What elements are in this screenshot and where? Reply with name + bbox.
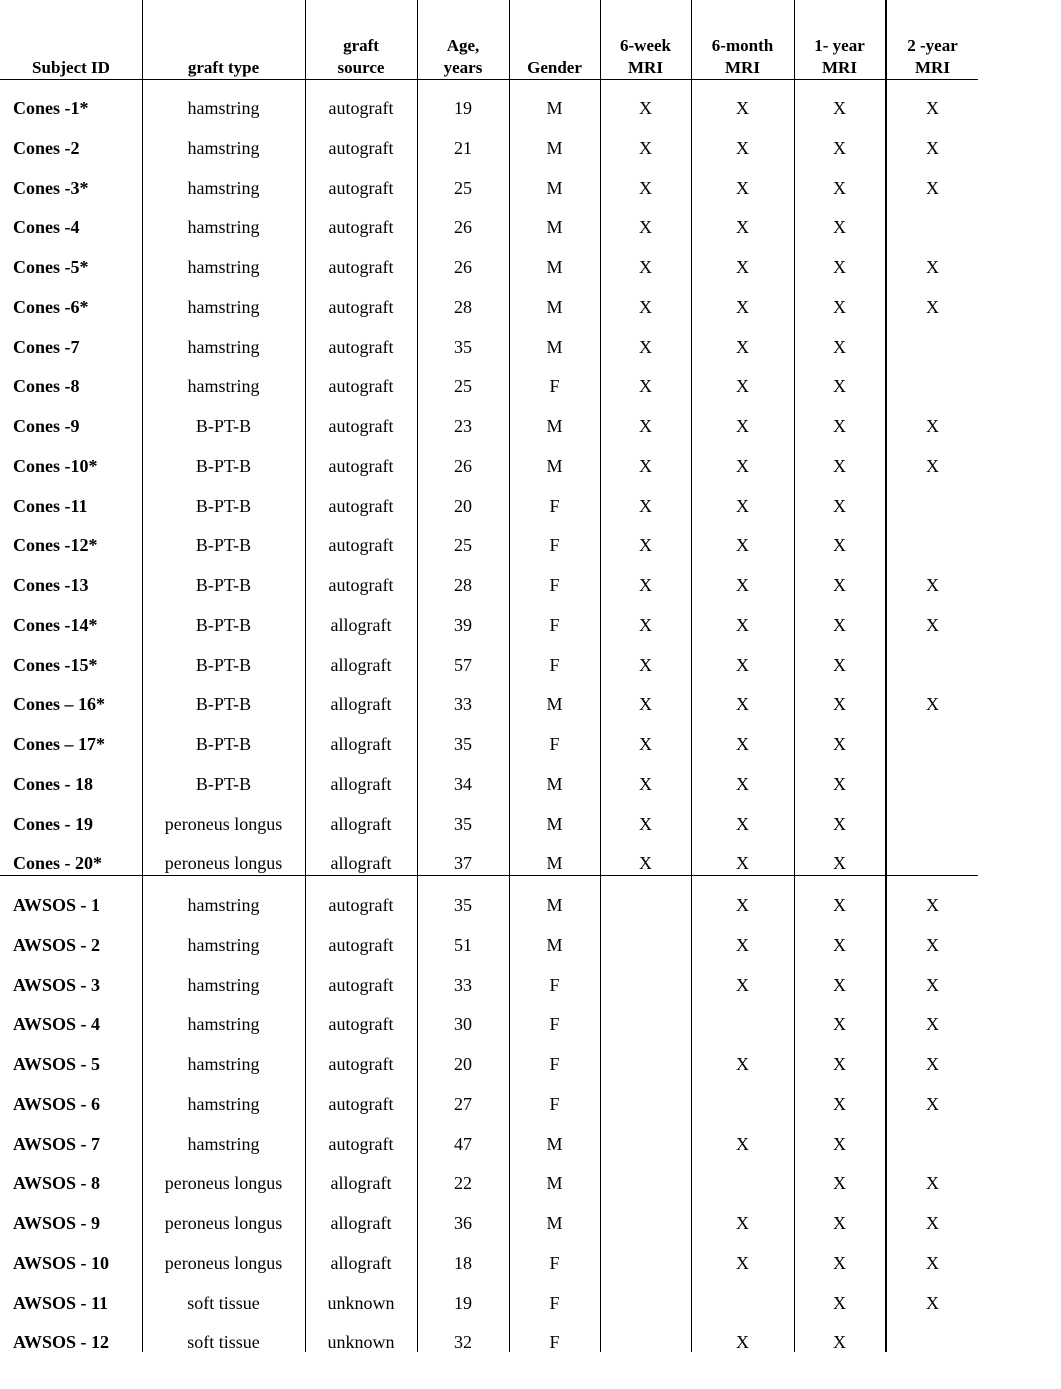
header-graft-type: graft type <box>187 58 260 77</box>
mri-6week-cell: X <box>639 217 652 237</box>
gender-cell: F <box>549 615 560 635</box>
mri-6month-cell: X <box>736 496 749 516</box>
graft-type-cell: hamstring <box>187 178 260 198</box>
subject-id-cell: AWSOS - 4 <box>13 1014 101 1034</box>
graft-type-cell: hamstring <box>187 138 260 158</box>
graft-type-cell: B-PT-B <box>195 575 252 595</box>
mri-6month-cell: X <box>736 975 749 995</box>
gender-cell: M <box>546 456 563 476</box>
graft-type-cell: B-PT-B <box>195 416 252 436</box>
gender-cell: F <box>549 1293 560 1313</box>
mri-1year-cell: X <box>833 814 846 834</box>
header-6month-mri: 6-month MRI <box>711 36 774 77</box>
mri-2year-cell: X <box>926 416 939 436</box>
mri-6week-cell: X <box>639 814 652 834</box>
subject-id-cell: Cones - 18 <box>13 774 93 794</box>
age-cell: 25 <box>454 376 472 396</box>
mri-1year-cell: X <box>833 1332 846 1352</box>
mri-2year-cell: X <box>926 98 939 118</box>
age-cell: 30 <box>454 1014 472 1034</box>
age-cell: 35 <box>454 734 472 754</box>
mri-2year-cell: X <box>926 1253 939 1273</box>
subject-id-cell: Cones -14* <box>13 615 98 635</box>
gender-cell: M <box>546 257 563 277</box>
graft-type-cell: hamstring <box>187 376 260 396</box>
mri-6month-cell: X <box>736 655 749 675</box>
gender-cell: F <box>549 734 560 754</box>
mri-2year-cell: X <box>926 1094 939 1114</box>
graft-source-cell: autograft <box>328 575 394 595</box>
mri-1year-cell: X <box>833 337 846 357</box>
mri-1year-cell: X <box>833 975 846 995</box>
age-cell: 35 <box>454 814 472 834</box>
graft-source-cell: allograft <box>330 615 392 635</box>
mri-1year-cell: X <box>833 615 846 635</box>
gender-cell: M <box>546 774 563 794</box>
mri-1year-cell: X <box>833 257 846 277</box>
mri-1year-cell: X <box>833 935 846 955</box>
subject-id-cell: AWSOS - 10 <box>13 1253 110 1273</box>
age-cell: 20 <box>454 496 472 516</box>
mri-1year-cell: X <box>833 1173 846 1193</box>
mri-1year-cell: X <box>833 655 846 675</box>
mri-6month-cell: X <box>736 1134 749 1154</box>
age-cell: 39 <box>454 615 472 635</box>
header-6week-mri: 6-week MRI <box>620 36 671 77</box>
mri-6week-cell: X <box>639 734 652 754</box>
graft-type-cell: peroneus longus <box>164 814 283 834</box>
mri-1year-cell: X <box>833 178 846 198</box>
graft-source-cell: autograft <box>328 337 394 357</box>
mri-1year-cell: X <box>833 297 846 317</box>
graft-type-cell: hamstring <box>187 337 260 357</box>
graft-type-cell: B-PT-B <box>195 535 252 555</box>
graft-type-cell: hamstring <box>187 895 260 915</box>
subject-id-cell: Cones – 17* <box>13 734 106 754</box>
graft-type-cell: hamstring <box>187 257 260 277</box>
age-cell: 22 <box>454 1173 472 1193</box>
mri-6week-cell: X <box>639 694 652 714</box>
mri-6month-cell: X <box>736 535 749 555</box>
mri-1year-cell: X <box>833 1054 846 1074</box>
mri-6month-cell: X <box>736 615 749 635</box>
age-cell: 51 <box>454 935 472 955</box>
graft-type-cell: B-PT-B <box>195 734 252 754</box>
mri-6week-cell: X <box>639 496 652 516</box>
age-cell: 32 <box>454 1332 472 1352</box>
age-cell: 35 <box>454 895 472 915</box>
header-gender: Gender <box>527 58 582 77</box>
subject-id-cell: Cones -1* <box>13 98 89 118</box>
age-cell: 18 <box>454 1253 472 1273</box>
mri-2year-cell: X <box>926 1014 939 1034</box>
gender-cell: M <box>546 1134 563 1154</box>
graft-source-cell: autograft <box>328 217 394 237</box>
mri-6month-cell: X <box>736 694 749 714</box>
graft-type-cell: B-PT-B <box>195 655 252 675</box>
age-cell: 19 <box>454 98 472 118</box>
header-2year-mri: 2 -year MRI <box>907 36 958 77</box>
subject-id-cell: AWSOS - 11 <box>13 1293 109 1313</box>
mri-6month-cell: X <box>736 853 749 873</box>
graft-source-cell: autograft <box>328 138 394 158</box>
header-1year-mri: 1- year MRI <box>814 36 865 77</box>
header-age: Age, years <box>443 36 483 77</box>
gender-cell: M <box>546 337 563 357</box>
mri-6month-cell: X <box>736 257 749 277</box>
subject-id-cell: Cones -7 <box>13 337 80 357</box>
graft-type-cell: hamstring <box>187 975 260 995</box>
graft-source-cell: autograft <box>328 257 394 277</box>
age-cell: 57 <box>454 655 472 675</box>
subject-id-cell: Cones -4 <box>13 217 80 237</box>
mri-2year-cell: X <box>926 456 939 476</box>
graft-source-cell: autograft <box>328 535 394 555</box>
mri-6month-cell: X <box>736 935 749 955</box>
gender-cell: M <box>546 297 563 317</box>
graft-type-cell: B-PT-B <box>195 774 252 794</box>
graft-source-cell: autograft <box>328 935 394 955</box>
subject-id-cell: Cones -13 <box>13 575 89 595</box>
graft-source-cell: allograft <box>330 734 392 754</box>
mri-6month-cell: X <box>736 814 749 834</box>
graft-source-cell: allograft <box>330 853 392 873</box>
graft-type-cell: peroneus longus <box>164 1213 283 1233</box>
gender-cell: M <box>546 814 563 834</box>
mri-1year-cell: X <box>833 98 846 118</box>
mri-6month-cell: X <box>736 376 749 396</box>
mri-1year-cell: X <box>833 1213 846 1233</box>
header-subject-id: Subject ID <box>32 58 110 77</box>
graft-type-cell: peroneus longus <box>164 853 283 873</box>
graft-source-cell: autograft <box>328 895 394 915</box>
mri-1year-cell: X <box>833 1014 846 1034</box>
subject-id-cell: AWSOS - 7 <box>13 1134 101 1154</box>
mri-6month-cell: X <box>736 575 749 595</box>
mri-2year-cell: X <box>926 138 939 158</box>
age-cell: 28 <box>454 297 472 317</box>
mri-6month-cell: X <box>736 416 749 436</box>
mri-1year-cell: X <box>833 895 846 915</box>
mri-6month-cell: X <box>736 98 749 118</box>
mri-6month-cell: X <box>736 217 749 237</box>
mri-1year-cell: X <box>833 1094 846 1114</box>
mri-6week-cell: X <box>639 853 652 873</box>
mri-6week-cell: X <box>639 178 652 198</box>
mri-6month-cell: X <box>736 774 749 794</box>
subject-id-cell: Cones -6* <box>13 297 89 317</box>
graft-source-cell: autograft <box>328 1094 394 1114</box>
mri-2year-cell: X <box>926 178 939 198</box>
mri-6month-cell: X <box>736 895 749 915</box>
gender-cell: F <box>549 575 560 595</box>
mri-2year-cell: X <box>926 935 939 955</box>
subject-id-cell: AWSOS - 8 <box>13 1173 101 1193</box>
mri-2year-cell: X <box>926 575 939 595</box>
gender-cell: M <box>546 935 563 955</box>
graft-source-cell: autograft <box>328 416 394 436</box>
group-separator-rule <box>0 875 978 876</box>
mri-6week-cell: X <box>639 138 652 158</box>
gender-cell: M <box>546 98 563 118</box>
mri-1year-cell: X <box>833 734 846 754</box>
subject-id-cell: Cones -10* <box>13 456 98 476</box>
gender-cell: M <box>546 1213 563 1233</box>
age-cell: 34 <box>454 774 472 794</box>
mri-2year-cell: X <box>926 297 939 317</box>
mri-6month-cell: X <box>736 1332 749 1352</box>
subject-id-cell: AWSOS - 2 <box>13 935 101 955</box>
mri-6month-cell: X <box>736 337 749 357</box>
mri-2year-cell: X <box>926 615 939 635</box>
subject-id-cell: Cones -5* <box>13 257 89 277</box>
mri-6month-cell: X <box>736 297 749 317</box>
age-cell: 35 <box>454 337 472 357</box>
graft-source-cell: allograft <box>330 694 392 714</box>
subject-id-cell: AWSOS - 1 <box>13 895 101 915</box>
gender-cell: F <box>549 535 560 555</box>
mri-6week-cell: X <box>639 337 652 357</box>
graft-source-cell: allograft <box>330 814 392 834</box>
age-cell: 37 <box>454 853 472 873</box>
gender-cell: M <box>546 217 563 237</box>
mri-2year-cell: X <box>926 895 939 915</box>
subject-id-cell: AWSOS - 3 <box>13 975 101 995</box>
gender-cell: M <box>546 138 563 158</box>
graft-type-cell: hamstring <box>187 1134 260 1154</box>
age-cell: 26 <box>454 217 472 237</box>
mri-2year-cell: X <box>926 1213 939 1233</box>
mri-1year-cell: X <box>833 1134 846 1154</box>
mri-6week-cell: X <box>639 774 652 794</box>
mri-6month-cell: X <box>736 1213 749 1233</box>
graft-source-cell: autograft <box>328 496 394 516</box>
graft-source-cell: allograft <box>330 1173 392 1193</box>
subject-id-cell: AWSOS - 6 <box>13 1094 101 1114</box>
subject-id-cell: Cones -3* <box>13 178 89 198</box>
subject-id-cell: Cones -2 <box>13 138 80 158</box>
mri-1year-cell: X <box>833 376 846 396</box>
age-cell: 20 <box>454 1054 472 1074</box>
mri-1year-cell: X <box>833 694 846 714</box>
subject-id-cell: AWSOS - 9 <box>13 1213 101 1233</box>
mri-1year-cell: X <box>833 535 846 555</box>
graft-type-cell: hamstring <box>187 217 260 237</box>
graft-type-cell: hamstring <box>187 935 260 955</box>
header-graft-source: graft source <box>337 36 385 77</box>
gender-cell: M <box>546 416 563 436</box>
graft-type-cell: B-PT-B <box>195 496 252 516</box>
gender-cell: F <box>549 496 560 516</box>
graft-source-cell: allograft <box>330 655 392 675</box>
subject-id-cell: Cones - 20* <box>13 853 102 873</box>
mri-1year-cell: X <box>833 575 846 595</box>
header-rule <box>0 79 978 80</box>
age-cell: 25 <box>454 535 472 555</box>
mri-2year-cell: X <box>926 1054 939 1074</box>
subject-id-cell: Cones -8 <box>13 376 80 396</box>
subject-id-cell: Cones -15* <box>13 655 98 675</box>
mri-1year-cell: X <box>833 138 846 158</box>
age-cell: 26 <box>454 257 472 277</box>
age-cell: 27 <box>454 1094 472 1114</box>
graft-type-cell: soft tissue <box>187 1293 260 1313</box>
graft-source-cell: allograft <box>330 1213 392 1233</box>
graft-type-cell: peroneus longus <box>164 1253 283 1273</box>
mri-2year-cell: X <box>926 1293 939 1313</box>
graft-source-cell: allograft <box>330 1253 392 1273</box>
age-cell: 33 <box>454 975 472 995</box>
graft-source-cell: allograft <box>330 774 392 794</box>
mri-2year-cell: X <box>926 1173 939 1193</box>
mri-1year-cell: X <box>833 416 846 436</box>
graft-type-cell: hamstring <box>187 98 260 118</box>
subject-id-cell: AWSOS - 5 <box>13 1054 101 1074</box>
mri-6week-cell: X <box>639 456 652 476</box>
gender-cell: F <box>549 1094 560 1114</box>
age-cell: 26 <box>454 456 472 476</box>
mri-6month-cell: X <box>736 138 749 158</box>
gender-cell: M <box>546 694 563 714</box>
mri-2year-cell: X <box>926 694 939 714</box>
gender-cell: F <box>549 1054 560 1074</box>
gender-cell: F <box>549 1253 560 1273</box>
mri-6week-cell: X <box>639 655 652 675</box>
gender-cell: M <box>546 1173 563 1193</box>
graft-source-cell: autograft <box>328 178 394 198</box>
subject-id-cell: Cones -11 <box>13 496 88 516</box>
mri-6month-cell: X <box>736 1253 749 1273</box>
age-cell: 21 <box>454 138 472 158</box>
subject-id-cell: AWSOS - 12 <box>13 1332 110 1352</box>
mri-1year-cell: X <box>833 217 846 237</box>
mri-6week-cell: X <box>639 575 652 595</box>
graft-source-cell: autograft <box>328 456 394 476</box>
subject-id-cell: Cones -9 <box>13 416 80 436</box>
graft-source-cell: autograft <box>328 376 394 396</box>
age-cell: 47 <box>454 1134 472 1154</box>
mri-1year-cell: X <box>833 774 846 794</box>
graft-type-cell: B-PT-B <box>195 456 252 476</box>
age-cell: 19 <box>454 1293 472 1313</box>
subject-id-cell: Cones - 19 <box>13 814 93 834</box>
graft-source-cell: unknown <box>327 1293 395 1313</box>
mri-1year-cell: X <box>833 853 846 873</box>
mri-6week-cell: X <box>639 376 652 396</box>
graft-source-cell: autograft <box>328 297 394 317</box>
age-cell: 23 <box>454 416 472 436</box>
mri-6week-cell: X <box>639 416 652 436</box>
graft-type-cell: hamstring <box>187 297 260 317</box>
graft-type-cell: B-PT-B <box>195 694 252 714</box>
graft-type-cell: peroneus longus <box>164 1173 283 1193</box>
age-cell: 33 <box>454 694 472 714</box>
mri-1year-cell: X <box>833 456 846 476</box>
mri-6week-cell: X <box>639 297 652 317</box>
gender-cell: F <box>549 1332 560 1352</box>
mri-1year-cell: X <box>833 496 846 516</box>
graft-type-cell: hamstring <box>187 1094 260 1114</box>
gender-cell: F <box>549 1014 560 1034</box>
mri-6week-cell: X <box>639 535 652 555</box>
graft-type-cell: hamstring <box>187 1054 260 1074</box>
age-cell: 25 <box>454 178 472 198</box>
mri-6week-cell: X <box>639 615 652 635</box>
mri-1year-cell: X <box>833 1293 846 1313</box>
graft-source-cell: autograft <box>328 975 394 995</box>
age-cell: 36 <box>454 1213 472 1233</box>
subject-id-cell: Cones -12* <box>13 535 98 555</box>
graft-source-cell: unknown <box>327 1332 395 1352</box>
gender-cell: F <box>549 376 560 396</box>
subject-id-cell: Cones – 16* <box>13 694 106 714</box>
graft-source-cell: autograft <box>328 1014 394 1034</box>
graft-source-cell: autograft <box>328 98 394 118</box>
mri-1year-cell: X <box>833 1253 846 1273</box>
gender-cell: F <box>549 655 560 675</box>
gender-cell: F <box>549 975 560 995</box>
column-divider-thick <box>885 0 887 1352</box>
mri-2year-cell: X <box>926 257 939 277</box>
mri-6month-cell: X <box>736 734 749 754</box>
graft-source-cell: autograft <box>328 1134 394 1154</box>
mri-6month-cell: X <box>736 178 749 198</box>
gender-cell: M <box>546 853 563 873</box>
graft-type-cell: soft tissue <box>187 1332 260 1352</box>
gender-cell: M <box>546 895 563 915</box>
mri-6week-cell: X <box>639 98 652 118</box>
mri-2year-cell: X <box>926 975 939 995</box>
graft-type-cell: B-PT-B <box>195 615 252 635</box>
gender-cell: M <box>546 178 563 198</box>
mri-6week-cell: X <box>639 257 652 277</box>
age-cell: 28 <box>454 575 472 595</box>
graft-source-cell: autograft <box>328 1054 394 1074</box>
mri-6month-cell: X <box>736 456 749 476</box>
graft-type-cell: hamstring <box>187 1014 260 1034</box>
mri-6month-cell: X <box>736 1054 749 1074</box>
